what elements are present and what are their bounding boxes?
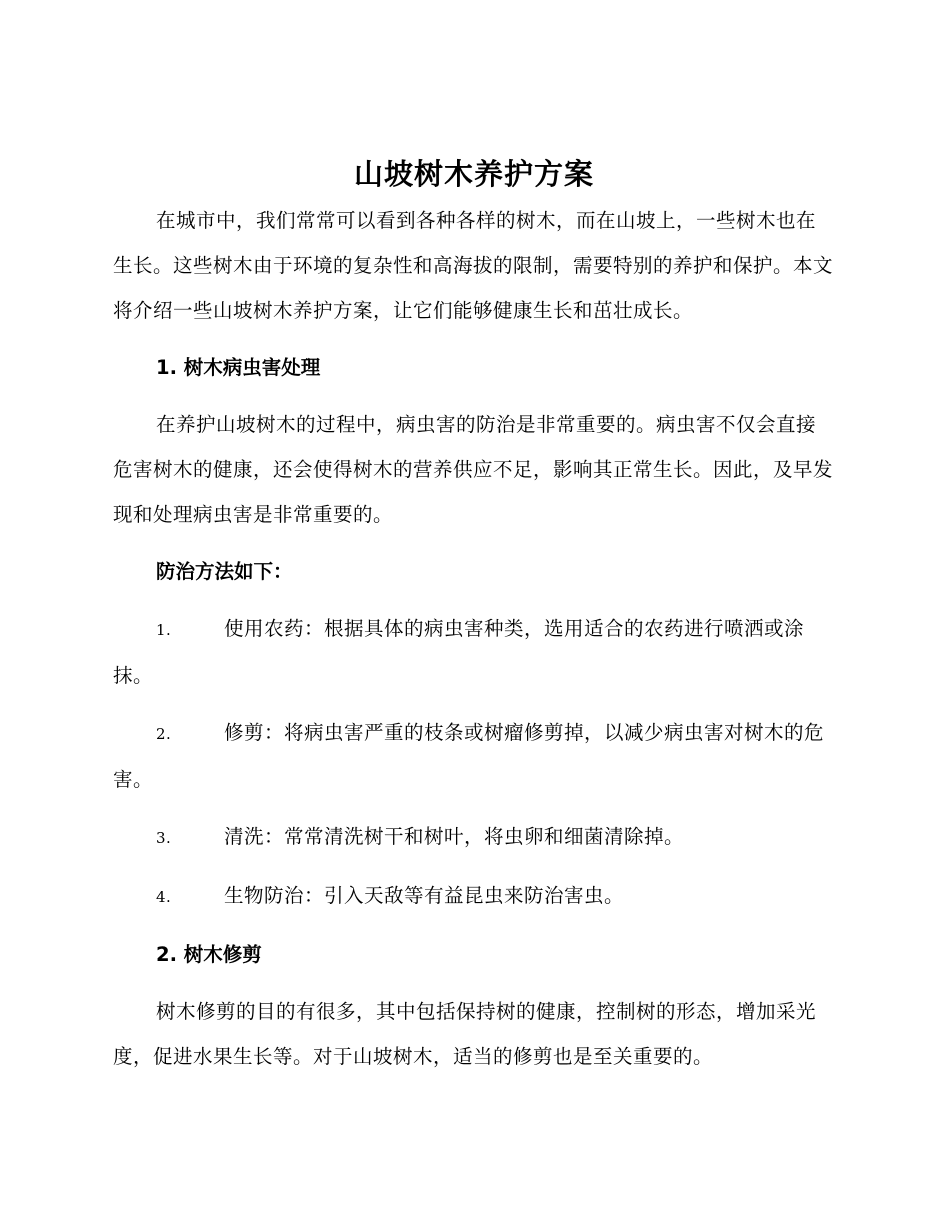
list-item-text: 使用农药：根据具体的病虫害种类，选用适合的农药进行喷洒或涂抹。 bbox=[113, 617, 805, 687]
list-item bbox=[113, 710, 835, 802]
pruning-paragraph: 树木修剪的目的有很多，其中包括保持树的健康，控制树的形态，增加采光度，促进水果生长等。对于山坡树木，适当的修剪也是至关重要的。 bbox=[113, 1000, 817, 1068]
list-number: 3. bbox=[156, 829, 172, 847]
list-item-text: 生物防治：引入天敌等有益昆虫来防治害虫。 bbox=[224, 884, 625, 907]
intro-paragraph: 在城市中，我们常常可以看到各种各样的树木，而在山坡上，一些树木也在生长。这些树木由于环境的复杂性和高海拔的限制，需要特别的养护和保护。本文将介绍一些山坡树木养护方案，让它们能够健康生长和茁壮成长。 bbox=[113, 209, 834, 322]
document-page bbox=[113, 150, 835, 1079]
methods-heading: 防治方法如下： bbox=[156, 560, 293, 583]
list-number: 4. bbox=[156, 888, 172, 906]
list-item bbox=[113, 873, 835, 920]
list-number: 1. bbox=[156, 621, 172, 639]
section-heading-pest-control: 1. 树木病虫害处理 bbox=[156, 356, 321, 379]
list-item bbox=[113, 606, 835, 698]
methods-list bbox=[113, 594, 835, 920]
list-item-text: 修剪：将病虫害严重的枝条或树瘤修剪掉，以减少病虫害对树木的危害。 bbox=[113, 721, 825, 791]
list-number: 2. bbox=[156, 725, 172, 743]
section-heading-pruning: 2. 树木修剪 bbox=[156, 943, 262, 966]
document-title: 山坡树木养护方案 bbox=[353, 157, 594, 191]
list-item-text: 清洗：常常清洗树干和树叶，将虫卵和细菌清除掉。 bbox=[224, 825, 685, 848]
pest-control-paragraph: 在养护山坡树木的过程中，病虫害的防治是非常重要的。病虫害不仅会直接危害树木的健康，还会使得树木的营养供应不足，影响其正常生长。因此，及早发现和处理病虫害是非常重要的。 bbox=[113, 413, 834, 526]
list-item bbox=[113, 814, 835, 861]
